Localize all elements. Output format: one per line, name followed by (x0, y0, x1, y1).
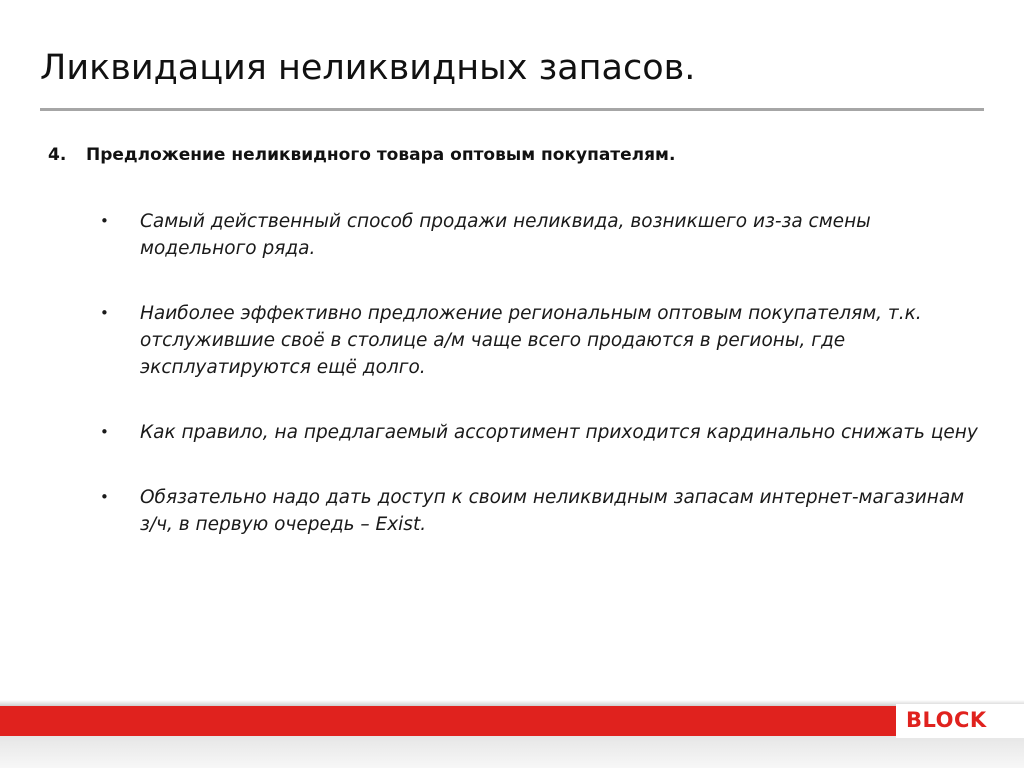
bullet-text: Как правило, на предлагаемый ассортимент приходится кардинально снижать цену (140, 422, 978, 443)
footer-grey-band (0, 736, 1024, 768)
list-item (100, 208, 980, 262)
bullet-icon: • (100, 488, 109, 506)
bullet-icon: • (100, 212, 109, 230)
logo-box (896, 704, 1024, 738)
section-heading (48, 145, 675, 165)
list-item (100, 300, 980, 381)
bullet-icon: • (100, 423, 109, 441)
bullet-list (100, 208, 980, 538)
list-item (100, 419, 980, 446)
section-heading-text: Предложение неликвидного товара оптовым покупателям. (86, 145, 676, 165)
title-divider (40, 108, 984, 111)
bullet-text: Обязательно надо дать доступ к своим неликвидным запасам интернет-магазинам з/ч, в первую очередь – Exist. (140, 487, 965, 535)
section-number: 4. (48, 145, 67, 165)
slide-title: Ликвидация неликвидных запасов. (40, 48, 696, 88)
bullet-text: Самый действенный способ продажи неликвида, возникшего из-за смены модельного ряда. (140, 211, 871, 259)
block-logo: BLOCK (906, 708, 987, 732)
bullet-text: Наиболее эффективно предложение региональным оптовым покупателям, т.к. отслужившие своё в столице а/м чаще всего продаются в регионы, где эксплуатируются ещё долго. (140, 303, 922, 378)
bullet-icon: • (100, 304, 109, 322)
footer-red-band (0, 706, 1024, 736)
list-item (100, 484, 980, 538)
